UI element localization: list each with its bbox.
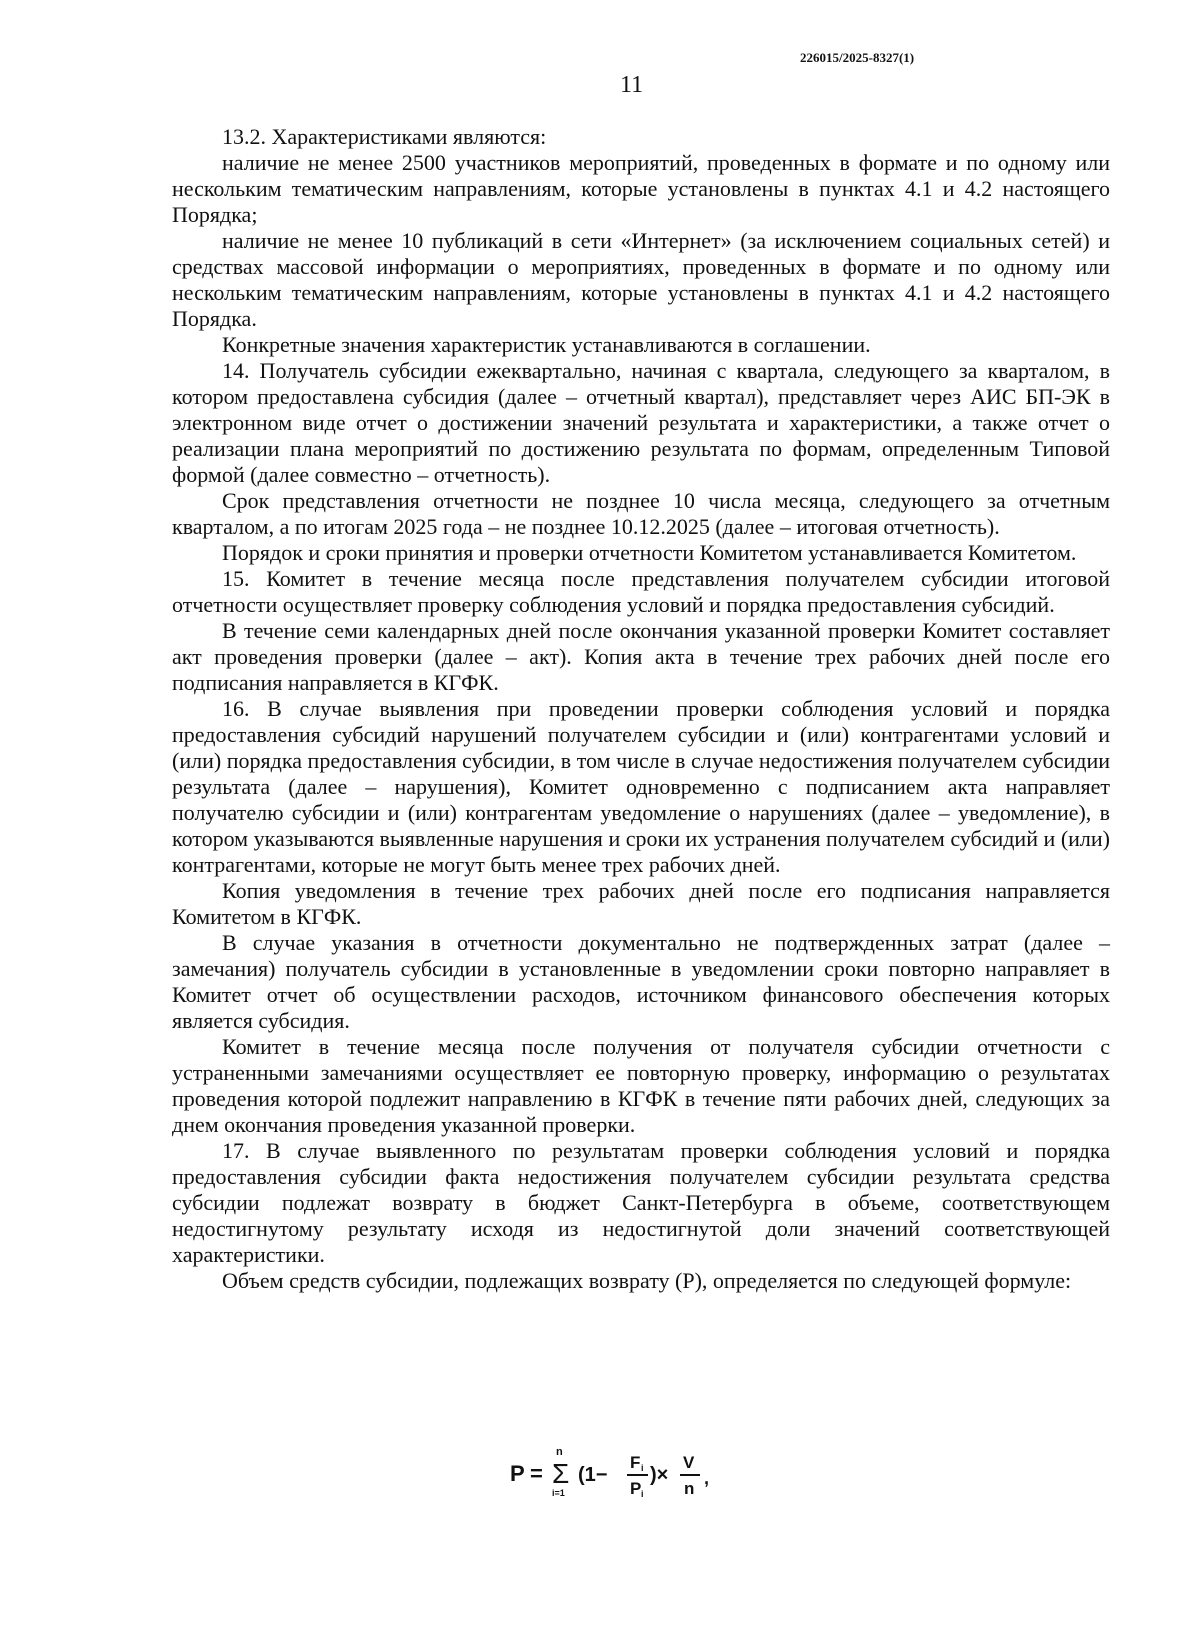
fraction-1-numerator-subscript: i	[641, 1463, 644, 1473]
fraction-2-numerator: V	[683, 1453, 695, 1472]
fraction-1-denominator: P	[630, 1479, 642, 1498]
fraction-1-numerator: F	[630, 1453, 641, 1472]
paragraph-16: 16. В случае выявления при проведении проверки соблюдения условий и порядка предоставления субсидий нарушений получателем субсидии и (или) контрагентами условий и (или) порядка предоставления субсидии, в том числе в случае недостижения получателем субсидии результата (далее – нарушения), Комитет одновременно с подписанием акта направляет получателю субсидии и (или) контрагентам уведомление о нарушениях (далее – уведомление), в котором указываются выявленные нарушения и сроки их устранения получателем субсидий и (или) контрагентами, которые не могут быть менее трех рабочих дней.	[172, 696, 1110, 877]
sum-lower-limit: i=1	[552, 1488, 565, 1498]
paragraph: наличие не менее 10 публикаций в сети «Интернет» (за исключением социальных сетей) и средствах массовой информации о мероприятиях, проведенных в формате и по одному или нескольким тематическим направлениям, которые установлены в пунктах 4.1 и 4.2 настоящего Порядка.	[172, 228, 1110, 331]
document-number: 226015/2025-8327(1)	[800, 50, 915, 65]
refund-formula	[510, 1446, 740, 1506]
paragraph-15: 15. Комитет в течение месяца после представления получателем субсидии итоговой отчетности осуществляет проверку соблюдения условий и порядка предоставления субсидий.	[172, 566, 1110, 617]
page-number: 11	[620, 72, 644, 98]
paragraph: Срок представления отчетности не позднее 10 числа месяца, следующего за отчетным кварталом, а по итогам 2025 года – не позднее 10.12.2025 (далее – итоговая отчетность).	[172, 488, 1110, 539]
paragraph: Конкретные значения характеристик устанавливаются в соглашении.	[222, 332, 871, 357]
formula-close-times: )×	[650, 1464, 669, 1486]
sum-sigma: Σ	[552, 1458, 570, 1489]
formula-trailing-comma: ,	[704, 1468, 710, 1488]
paragraph: В случае указания в отчетности документально не подтвержденных затрат (далее – замечания) получатель субсидии в установленные в уведомлении сроки повторно направляет в Комитет отчет об осуществлении расходов, источником финансового обеспечения которых является субсидия.	[172, 930, 1110, 1033]
paragraph-13-2: 13.2. Характеристиками являются:	[222, 124, 547, 149]
paragraph-14: 14. Получатель субсидии ежеквартально, начиная с квартала, следующего за кварталом, в котором предоставлена субсидия (далее – отчетный квартал), представляет через АИС БП-ЭК в электронном виде отчет о достижении значений результата и характеристики, а также отчет о реализации плана мероприятий по достижению результата по формам, определенным Типовой формой (далее совместно – отчетность).	[172, 358, 1110, 487]
fraction-1-denominator-subscript: i	[641, 1489, 644, 1499]
document-body	[172, 124, 1110, 1294]
paragraph: В течение семи календарных дней после окончания указанной проверки Комитет составляет акт проведения проверки (далее – акт). Копия акта в течение трех рабочих дней после его подписания направляется в КГФК.	[172, 618, 1110, 695]
paragraph: наличие не менее 2500 участников мероприятий, проведенных в формате и по одному или нескольким тематическим направлениям, которые установлены в пунктах 4.1 и 4.2 настоящего Порядка;	[172, 150, 1110, 227]
sum-upper-limit: n	[556, 1446, 563, 1458]
paragraph: Комитет в течение месяца после получения от получателя субсидии отчетности с устраненными замечаниями осуществляет ее повторную проверку, информацию о результатах проведения которой подлежит направлению в КГФК в течение пяти рабочих дней, следующих за днем окончания проведения указанной проверки.	[172, 1034, 1110, 1137]
paragraph: Порядок и сроки принятия и проверки отчетности Комитетом устанавливается Комитетом.	[222, 540, 1077, 565]
formula-lhs: P	[510, 1461, 525, 1486]
paragraph: Объем средств субсидии, подлежащих возврату (Р), определяется по следующей формуле:	[222, 1268, 1072, 1293]
fraction-2-denominator: n	[684, 1479, 695, 1498]
paragraph-17: 17. В случае выявленного по результатам проверки соблюдения условий и порядка предоставления субсидии факта недостижения получателем субсидии результата средства субсидии подлежат возврату в бюджет Санкт-Петербурга в объеме, соответствующем недостигнутому результату исходя из недостигнутой доли значений соответствующей характеристики.	[172, 1138, 1110, 1267]
formula-open-term: (1−	[578, 1464, 608, 1486]
paragraph: Копия уведомления в течение трех рабочих дней после его подписания направляется Комитетом в КГФК.	[172, 878, 1110, 929]
formula-equals: =	[530, 1461, 543, 1486]
